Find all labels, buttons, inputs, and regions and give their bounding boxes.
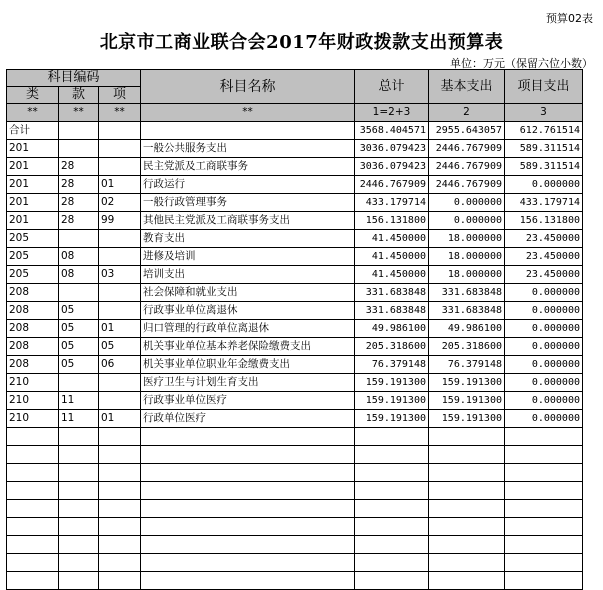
cell-total: 49.986100 [355,320,429,338]
empty-cell [355,428,429,446]
cell-lei: 208 [7,356,59,374]
cell-lei: 205 [7,266,59,284]
cell-total: 159.191300 [355,410,429,428]
cell-name: 行政运行 [141,176,355,194]
empty-cell [7,500,59,518]
cell-total: 3036.079423 [355,158,429,176]
cell-kuan: 28 [59,194,99,212]
xiang-header: 项 [99,87,141,104]
empty-cell [355,536,429,554]
empty-cell [99,518,141,536]
cell-project: 0.000000 [505,320,583,338]
cell-name: 行政事业单位医疗 [141,392,355,410]
empty-cell [429,536,505,554]
kuan-star: ** [59,104,99,122]
cell-kuan: 11 [59,410,99,428]
table-row [7,230,583,248]
cell-lei: 208 [7,320,59,338]
cell-lei: 201 [7,212,59,230]
table-row [7,392,583,410]
cell-name: 机关事业单位基本养老保险缴费支出 [141,338,355,356]
cell-total: 331.683848 [355,284,429,302]
cell-lei: 208 [7,338,59,356]
cell-kuan: 11 [59,392,99,410]
formula-cell: 1=2+3 [355,104,429,122]
cell-name: 教育支出 [141,230,355,248]
empty-cell [7,428,59,446]
cell-lei: 208 [7,284,59,302]
cell-project: 433.179714 [505,194,583,212]
cell-project: 0.000000 [505,338,583,356]
empty-cell [59,518,99,536]
cell-lei: 201 [7,194,59,212]
cell-total: 76.379148 [355,356,429,374]
cell-total: 3036.079423 [355,140,429,158]
cell-basic: 2446.767909 [429,140,505,158]
table-row [7,176,583,194]
empty-cell [355,572,429,590]
empty-cell [99,464,141,482]
cell-project: 0.000000 [505,374,583,392]
cell-project: 0.000000 [505,356,583,374]
cell-total: 41.450000 [355,248,429,266]
cell-basic: 2955.643057 [429,122,505,140]
table-row [7,410,583,428]
empty-cell [505,446,583,464]
cell-basic: 2446.767909 [429,158,505,176]
cell-name: 其他民主党派及工商联事务支出 [141,212,355,230]
table-row [7,140,583,158]
empty-cell [505,500,583,518]
cell-basic: 331.683848 [429,284,505,302]
empty-cell [505,464,583,482]
table-row [7,248,583,266]
cell-xiang: 03 [99,266,141,284]
cell-lei: 201 [7,140,59,158]
cell-name: 归口管理的行政单位离退休 [141,320,355,338]
empty-cell [429,518,505,536]
empty-row [7,446,583,464]
cell-xiang: 01 [99,410,141,428]
empty-cell [505,518,583,536]
table-row [7,374,583,392]
cell-xiang: 01 [99,320,141,338]
table-row [7,338,583,356]
cell-basic: 0.000000 [429,212,505,230]
cell-project: 0.000000 [505,392,583,410]
cell-total: 433.179714 [355,194,429,212]
empty-cell [59,482,99,500]
empty-cell [141,464,355,482]
empty-row [7,572,583,590]
cell-name: 培训支出 [141,266,355,284]
empty-cell [429,572,505,590]
table-row [7,302,583,320]
empty-cell [429,464,505,482]
empty-cell [355,518,429,536]
cell-project: 0.000000 [505,302,583,320]
col3-index: 3 [505,104,583,122]
cell-name: 民主党派及工商联事务 [141,158,355,176]
empty-cell [99,428,141,446]
cell-lei: 201 [7,158,59,176]
empty-row [7,500,583,518]
cell-name: 一般行政管理事务 [141,194,355,212]
cell-total: 159.191300 [355,392,429,410]
cell-basic: 18.000000 [429,230,505,248]
empty-cell [99,572,141,590]
table-row [7,122,583,140]
empty-cell [355,500,429,518]
empty-row [7,536,583,554]
cell-total: 41.450000 [355,266,429,284]
table-row [7,158,583,176]
cell-lei: 210 [7,374,59,392]
cell-name: 社会保障和就业支出 [141,284,355,302]
cell-total: 159.191300 [355,374,429,392]
cell-basic: 159.191300 [429,392,505,410]
cell-xiang: 01 [99,176,141,194]
cell-kuan: 05 [59,338,99,356]
cell-kuan [59,140,99,158]
table-row [7,320,583,338]
cell-basic: 331.683848 [429,302,505,320]
lei-star: ** [7,104,59,122]
empty-cell [59,500,99,518]
cell-project: 589.311514 [505,140,583,158]
table-row [7,284,583,302]
cell-xiang: 99 [99,212,141,230]
empty-cell [59,428,99,446]
empty-cell [99,482,141,500]
cell-kuan: 08 [59,248,99,266]
cell-kuan: 05 [59,302,99,320]
cell-project: 0.000000 [505,410,583,428]
cell-total: 205.318600 [355,338,429,356]
cell-name: 行政单位医疗 [141,410,355,428]
total-header: 总计 [355,70,429,104]
cell-lei: 205 [7,248,59,266]
cell-kuan [59,122,99,140]
empty-cell [99,500,141,518]
empty-cell [59,446,99,464]
empty-cell [141,536,355,554]
empty-cell [141,446,355,464]
cell-xiang: 05 [99,338,141,356]
cell-lei: 210 [7,392,59,410]
table-row [7,266,583,284]
empty-cell [429,428,505,446]
cell-project: 612.761514 [505,122,583,140]
empty-cell [505,572,583,590]
empty-cell [59,464,99,482]
cell-xiang [99,158,141,176]
cell-lei: 201 [7,176,59,194]
cell-kuan: 08 [59,266,99,284]
cell-project: 0.000000 [505,176,583,194]
cell-name: 机关事业单位职业年金缴费支出 [141,356,355,374]
cell-project: 23.450000 [505,266,583,284]
empty-row [7,518,583,536]
cell-lei: 合计 [7,122,59,140]
table-row [7,356,583,374]
col2-index: 2 [429,104,505,122]
empty-cell [141,482,355,500]
cell-name: 进修及培训 [141,248,355,266]
cell-total: 41.450000 [355,230,429,248]
cell-kuan: 28 [59,212,99,230]
cell-project: 156.131800 [505,212,583,230]
cell-name: 医疗卫生与计划生育支出 [141,374,355,392]
cell-lei: 205 [7,230,59,248]
empty-cell [141,500,355,518]
table-row [7,212,583,230]
cell-xiang [99,140,141,158]
cell-xiang [99,392,141,410]
empty-cell [355,482,429,500]
cell-kuan [59,230,99,248]
cell-basic: 205.318600 [429,338,505,356]
empty-cell [141,518,355,536]
cell-xiang [99,122,141,140]
cell-kuan [59,284,99,302]
cell-xiang: 06 [99,356,141,374]
empty-cell [505,428,583,446]
empty-cell [59,536,99,554]
empty-row [7,482,583,500]
cell-xiang [99,248,141,266]
cell-xiang: 02 [99,194,141,212]
cell-xiang [99,230,141,248]
cell-xiang [99,284,141,302]
empty-cell [99,446,141,464]
cell-kuan: 28 [59,158,99,176]
cell-basic: 159.191300 [429,410,505,428]
empty-cell [7,536,59,554]
empty-row [7,428,583,446]
project-expense-header: 项目支出 [505,70,583,104]
cell-total: 3568.404571 [355,122,429,140]
empty-cell [59,572,99,590]
empty-cell [7,446,59,464]
unit-label: 单位：万元（保留六位小数） [450,57,593,70]
cell-lei: 210 [7,410,59,428]
empty-cell [355,464,429,482]
empty-row [7,464,583,482]
cell-basic: 2446.767909 [429,176,505,194]
subject-name-header: 科目名称 [141,70,355,104]
kuan-header: 款 [59,87,99,104]
cell-total: 331.683848 [355,302,429,320]
cell-xiang [99,374,141,392]
cell-basic: 18.000000 [429,248,505,266]
lei-header: 类 [7,87,59,104]
cell-basic: 76.379148 [429,356,505,374]
cell-name [141,122,355,140]
empty-cell [505,536,583,554]
table-row [7,194,583,212]
cell-project: 23.450000 [505,230,583,248]
empty-cell [141,428,355,446]
name-star: ** [141,104,355,122]
empty-cell [7,464,59,482]
empty-cell [505,482,583,500]
cell-project: 0.000000 [505,284,583,302]
empty-cell [429,482,505,500]
cell-basic: 18.000000 [429,266,505,284]
cell-basic: 49.986100 [429,320,505,338]
empty-cell [429,446,505,464]
empty-cell [429,500,505,518]
empty-cell [355,446,429,464]
empty-cell [7,482,59,500]
cell-kuan: 05 [59,356,99,374]
cell-kuan: 28 [59,176,99,194]
cell-lei: 208 [7,302,59,320]
cell-name: 一般公共服务支出 [141,140,355,158]
cell-total: 156.131800 [355,212,429,230]
budget-table [6,69,583,590]
empty-cell [7,572,59,590]
xiang-star: ** [99,104,141,122]
empty-cell [141,572,355,590]
cell-name: 行政事业单位离退休 [141,302,355,320]
cell-xiang [99,302,141,320]
cell-basic: 159.191300 [429,374,505,392]
page-title: 北京市工商业联合会2017年财政拨款支出预算表 [99,32,504,53]
cell-total: 2446.767909 [355,176,429,194]
cell-project: 589.311514 [505,158,583,176]
cell-kuan [59,374,99,392]
empty-cell [99,536,141,554]
code-group-header: 科目编码 [7,70,141,87]
cell-basic: 0.000000 [429,194,505,212]
cell-project: 23.450000 [505,248,583,266]
empty-cell [7,518,59,536]
table-number-label: 预算02表 [546,12,593,25]
basic-expense-header: 基本支出 [429,70,505,104]
cell-kuan: 05 [59,320,99,338]
